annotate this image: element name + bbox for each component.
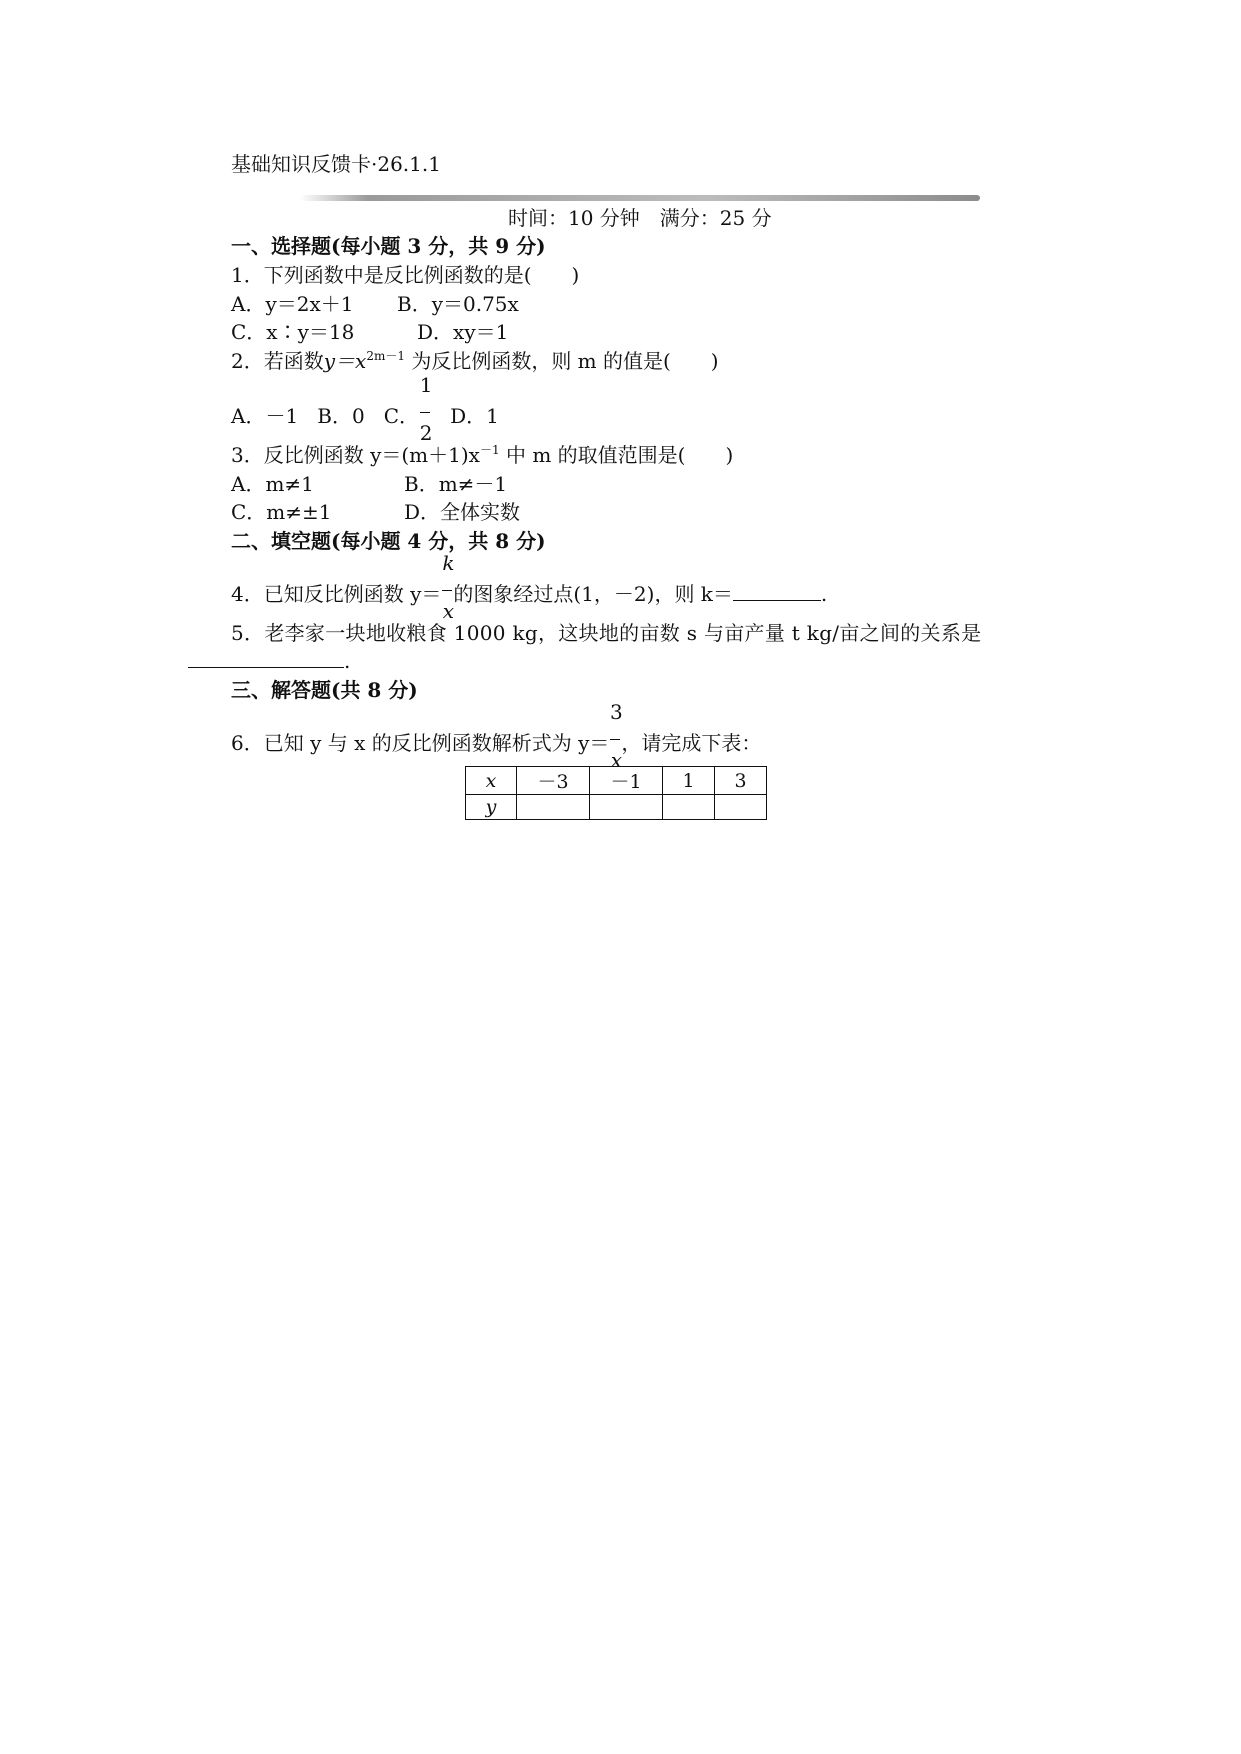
question-2-option-b: B．0 [317,404,365,428]
question-4-fraction [441,551,455,623]
table-header-x: x [466,767,517,795]
table-cell-y-empty[interactable] [590,795,663,820]
question-2-option-c-fraction [419,373,433,445]
question-3-option-c: C．m≠±1 [231,500,332,524]
answer-blank[interactable] [188,649,344,668]
question-2-option-d: D．1 [450,404,499,428]
question-5-text: 5．老李家一块地收粮食 1000 kg，这块地的亩数 s 与亩产量 t kg/亩之间的关系是 [231,621,982,645]
table-cell-x: 3 [715,767,767,795]
question-5-end: . [344,649,351,673]
card-title: 基础知识反馈卡·26.1.1 [231,152,441,176]
fraction-denominator: 2 [419,421,433,445]
question-3-stem [231,443,733,467]
time-score-info: 时间：10 分钟 满分：25 分 [508,206,772,230]
table-cell-x: －3 [517,767,590,795]
question-1-option-a: A．y＝2x＋1 [231,292,354,316]
question-4-pre: 4．已知反比例函数 y＝ [231,582,442,606]
question-2-function: y＝x [323,349,367,373]
question-2-option-a: A．－1 [231,404,299,428]
table-cell-x: －1 [590,767,663,795]
question-3-option-b: B．m≠－1 [404,472,508,496]
section-2-heading: 二、填空题(每小题 4 分，共 8 分) [231,529,546,553]
question-1-option-b: B．y＝0.75x [397,292,519,316]
header-divider [300,195,980,201]
fraction-bar [442,590,452,591]
question-4 [231,551,828,623]
table-cell-y-empty[interactable] [517,795,590,820]
question-1-option-d: D．xy＝1 [417,320,509,344]
question-6-fraction [609,700,623,772]
section-3-heading: 三、解答题(共 8 分) [231,678,418,702]
question-1-option-c: C．x∶y＝18 [231,320,355,344]
question-6 [231,700,762,772]
table-row-x [466,767,767,795]
table-cell-y-empty[interactable] [663,795,715,820]
question-4-post: 的图象经过点(1，－2)，则 k＝ [453,582,733,606]
question-1-stem: 1．下列函数中是反比例函数的是( ) [231,263,580,287]
fraction-numerator: 1 [419,373,433,397]
question-2-stem-pre: 2．若函数 [231,349,324,373]
value-table [465,766,767,820]
question-2-option-c-label: C． [383,404,420,428]
question-6-pre: 6．已知 y 与 x 的反比例函数解析式为 y＝ [231,731,610,755]
table-cell-x: 1 [663,767,715,795]
section-1-heading: 一、选择题(每小题 3 分，共 9 分) [231,234,546,258]
fraction-numerator: 3 [610,700,623,724]
question-3-option-a: A．m≠1 [231,472,314,496]
question-4-end: . [820,582,828,606]
question-6-post: ，请完成下表： [621,731,762,755]
answer-blank[interactable] [733,582,821,601]
question-3-option-d: D．全体实数 [404,500,521,524]
question-2-options [231,373,499,445]
question-2-stem [231,349,719,373]
question-3-exponent: －1 [479,443,500,457]
question-2-exponent: 2m－1 [366,349,405,363]
table-row-y [466,795,767,820]
fraction-denominator: x [442,599,455,623]
fraction-bar [610,739,620,740]
question-3-stem-post: 中 m 的取值范围是( ) [505,443,734,467]
question-3-stem-pre: 3．反比例函数 y＝(m＋1)x [231,443,480,467]
table-header-y: y [466,795,517,820]
question-5-answer-line [188,649,350,673]
fraction-bar [420,412,430,413]
fraction-denominator: x [610,748,623,772]
fraction-numerator: k [442,551,455,575]
question-2-stem-post: 为反比例函数，则 m 的值是( ) [411,349,719,373]
table-cell-y-empty[interactable] [715,795,767,820]
